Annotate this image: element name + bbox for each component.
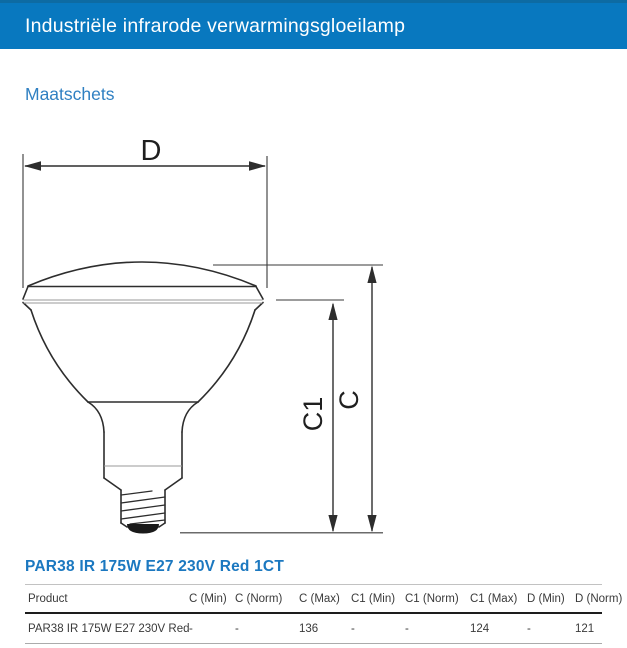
col-header-c-max: C (Max): [299, 592, 340, 605]
col-header-c1-norm: C1 (Norm): [405, 592, 459, 605]
col-header-c-min: C (Min): [189, 592, 227, 605]
table-rule-header: [25, 612, 602, 614]
col-header-d-min: D (Min): [527, 592, 565, 605]
lamp-outline: [23, 262, 263, 527]
section-heading-maatschets: Maatschets: [25, 84, 115, 104]
table-header-row: [25, 585, 625, 612]
cell-d-norm: 121: [575, 622, 595, 635]
page-title: Industriële infrarode verwarmingsgloeilamp: [25, 14, 406, 37]
dimension-d: [24, 135, 266, 171]
dimension-c1-label: C1: [298, 396, 328, 432]
cell-c1-norm: -: [405, 622, 409, 635]
cell-c1-min: -: [351, 622, 355, 635]
cell-c-min: -: [189, 622, 193, 635]
table-rule-bottom: [25, 643, 602, 644]
col-header-c1-min: C1 (Min): [351, 592, 396, 605]
table-row: [25, 615, 625, 642]
dimension-table: [25, 584, 627, 646]
product-title: PAR38 IR 175W E27 230V Red 1CT: [25, 558, 284, 575]
col-header-d-norm: D (Norm): [575, 592, 623, 605]
dimension-c-label: C: [334, 390, 364, 410]
col-header-product: Product: [28, 592, 68, 605]
screw-thread-lines: [121, 491, 165, 524]
page-header: [0, 0, 627, 49]
cell-d-min: -: [527, 622, 531, 635]
cell-product: PAR38 IR 175W E27 230V Red: [28, 622, 190, 635]
cell-c-norm: -: [235, 622, 239, 635]
lamp-seam-lines: [24, 300, 263, 466]
dimension-drawing: [0, 130, 400, 545]
extension-lines: [23, 154, 383, 533]
col-header-c-norm: C (Norm): [235, 592, 283, 605]
contact-tip: [127, 524, 159, 534]
dimension-c1: [298, 303, 338, 533]
dimension-c: [334, 266, 377, 533]
col-header-c1-max: C1 (Max): [470, 592, 518, 605]
dimension-d-label: D: [140, 135, 162, 167]
cell-c1-max: 124: [470, 622, 490, 635]
cell-c-max: 136: [299, 622, 319, 635]
